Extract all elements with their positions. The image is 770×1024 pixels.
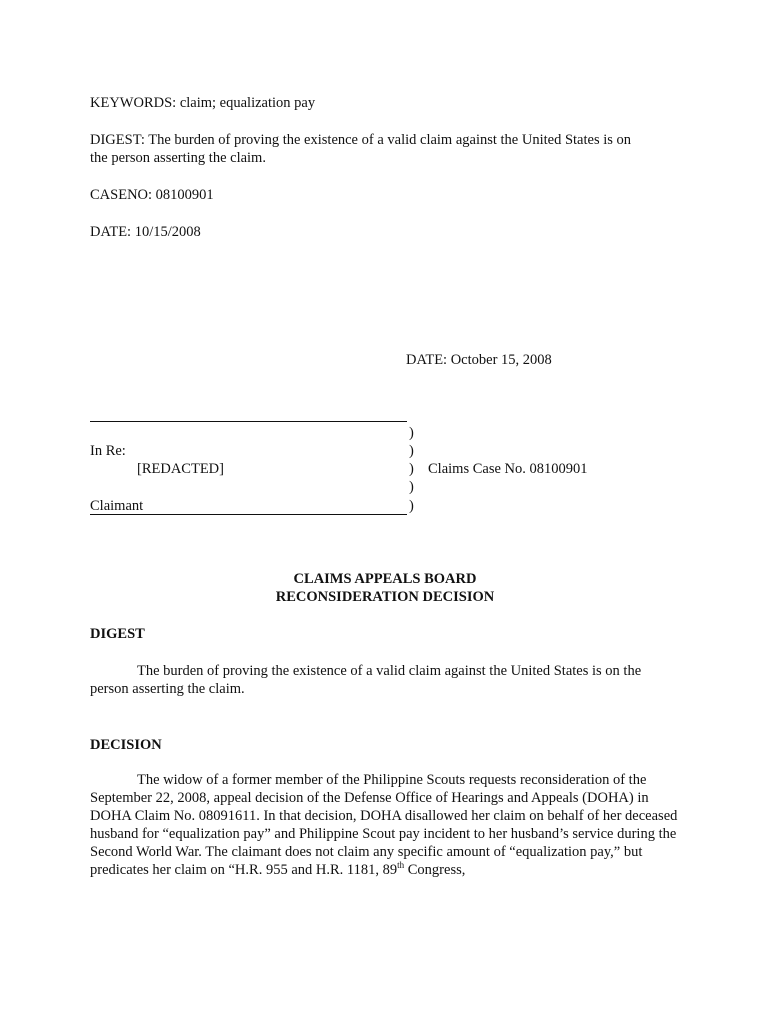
digest-heading: DIGEST (90, 626, 145, 642)
caption-paren: ) (409, 443, 414, 459)
title-line-2: RECONSIDERATION DECISION (275, 589, 495, 605)
claimant-name-redacted: [REDACTED] (137, 461, 224, 477)
keywords-line: KEYWORDS: claim; equalization pay (90, 95, 316, 111)
caption-paren: ) (409, 498, 414, 514)
digest-summary-line-1: DIGEST: The burden of proving the existence of a valid claim against the United States is on (90, 132, 632, 148)
ordinal-superscript: th (397, 860, 405, 871)
decision-body (90, 771, 678, 879)
decision-body-text: The widow of a former member of the Philippine Scouts requests reconsideration of the September 22, 2008, appeal decision of the Defense Office of Hearings and Appeals (DOHA) in DOHA Claim No. 08091611. In that decision, DOHA disallowed her claim on behalf of her deceased husband for “equalization pay” and Philippine Scout pay incident to her husband’s service during the Second World War. The claimant does not claim any specific amount of “equalization pay,” but predicates her claim on “H.R. 955 and H.R. 1181, 89 (90, 772, 678, 878)
decision-heading: DECISION (90, 737, 162, 753)
decision-date: DATE: October 15, 2008 (406, 352, 552, 368)
claimant-label: Claimant (90, 498, 144, 514)
caption-paren: ) (409, 425, 414, 441)
in-re-label: In Re: (90, 443, 126, 459)
title-line-1: CLAIMS APPEALS BOARD (293, 571, 477, 587)
caption-paren: ) (409, 461, 414, 477)
caption-paren: ) (409, 479, 414, 495)
date-line: DATE: 10/15/2008 (90, 224, 201, 240)
digest-summary-line-2: the person asserting the claim. (90, 150, 266, 166)
digest-body: The burden of proving the existence of a valid claim against the United States is on the person asserting the claim. (90, 663, 642, 697)
caption-bottom-rule (90, 514, 407, 515)
claims-case-number: Claims Case No. 08100901 (428, 461, 588, 477)
caseno-line: CASENO: 08100901 (90, 187, 214, 203)
caption-top-rule (90, 421, 407, 422)
decision-body-continuation: Congress, (404, 862, 466, 878)
